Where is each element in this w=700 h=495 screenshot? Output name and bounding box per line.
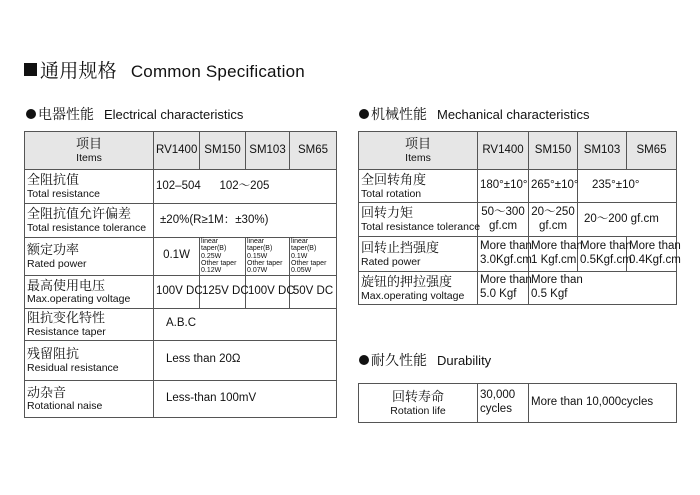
cell: 0.1W <box>154 238 200 276</box>
title-en: Common Specification <box>130 62 305 81</box>
table-row <box>359 237 677 272</box>
cell: 125V DC <box>200 275 246 308</box>
durability-heading <box>359 350 491 370</box>
row-label: 全阻抗值允许偏差 Total resistance tolerance <box>25 204 154 238</box>
col-sm150: SM150 <box>529 132 578 170</box>
table-row <box>359 203 677 237</box>
cell: More than 0.5 Kgf <box>529 272 677 305</box>
cell: 50V DC <box>290 275 337 308</box>
table-row <box>359 272 677 305</box>
square-bullet-icon <box>24 63 37 76</box>
bullet-icon <box>359 109 369 119</box>
durability-heading-en: Durability <box>437 353 492 368</box>
row-label: 动杂音 Rotational naise <box>25 380 154 417</box>
cell: linear taper(B) 0.25W Other taper 0.12W <box>200 238 246 276</box>
cell: 102–504 <box>154 170 200 204</box>
cell: Less-than 100mV <box>154 380 337 417</box>
cell: linear taper(B) 0.15W Other taper 0.07W <box>246 238 290 276</box>
cell: More than 5.0 Kgf <box>478 272 529 305</box>
table-row <box>25 275 337 308</box>
table-row <box>359 170 677 203</box>
cell: More than 0.5Kgf.cm <box>578 237 627 272</box>
cell: 100V DC <box>154 275 200 308</box>
electrical-table <box>24 131 337 418</box>
cell: 30,000 cycles <box>478 384 529 423</box>
table-row <box>25 204 337 238</box>
cell: 265°±10° <box>529 170 578 203</box>
cell: More than 0.4Kgf.cm <box>627 237 677 272</box>
cell: 100V DC <box>246 275 290 308</box>
bullet-icon <box>26 109 36 119</box>
col-rv1400: RV1400 <box>478 132 529 170</box>
title-zh: 通用规格 <box>40 61 117 82</box>
table-row <box>359 132 677 170</box>
electrical-heading-en: Electrical characteristics <box>104 107 244 122</box>
durability-table <box>358 383 677 423</box>
cell: A.B.C <box>154 308 337 340</box>
cell: 102～205 <box>200 170 337 204</box>
row-label: 回转止挡强度 Rated power <box>359 237 478 272</box>
page-title <box>24 56 305 83</box>
table-row <box>25 238 337 276</box>
row-label: 残留阻抗 Residual resistance <box>25 340 154 380</box>
table-row <box>25 308 337 340</box>
row-label: 额定功率 Rated power <box>25 238 154 276</box>
mechanical-heading-zh: 机械性能 <box>371 106 427 122</box>
cell: 180°±10° <box>478 170 529 203</box>
cell: 20～200 gf.cm <box>578 203 677 237</box>
mechanical-heading <box>359 104 589 124</box>
col-sm150: SM150 <box>200 132 246 170</box>
electrical-heading <box>26 104 243 124</box>
items-header: 项目 Items <box>359 132 478 170</box>
mechanical-heading-en: Mechanical characteristics <box>437 107 590 122</box>
row-label: 全回转角度 Total rotation <box>359 170 478 203</box>
table-row <box>359 384 677 423</box>
cell: More than 3.0Kgf.cm <box>478 237 529 272</box>
cell: ±20%(R≥1M：±30%) <box>154 204 337 238</box>
row-label: 全阻抗值 Total resistance <box>25 170 154 204</box>
table-row <box>25 132 337 170</box>
cell: linear taper(B) 0.1W Other taper 0.05W <box>290 238 337 276</box>
durability-heading-zh: 耐久性能 <box>371 352 427 368</box>
cell: 20～250 gf.cm <box>529 203 578 237</box>
row-label: 旋钮的押拉强度 Max.operating voltage <box>359 272 478 305</box>
cell: 235°±10° <box>578 170 677 203</box>
mechanical-table <box>358 131 681 305</box>
col-sm103: SM103 <box>578 132 627 170</box>
col-sm65: SM65 <box>627 132 677 170</box>
cell: More than 1 Kgf.cm <box>529 237 578 272</box>
row-label: 回转力矩 Total resistance tolerance <box>359 203 478 237</box>
cell: Less than 20Ω <box>154 340 337 380</box>
bullet-icon <box>359 355 369 365</box>
row-label: 回转寿命 Rotation life <box>359 384 478 423</box>
row-label: 最高使用电压 Max.operating voltage <box>25 275 154 308</box>
row-label: 阻抗变化特性 Resistance taper <box>25 308 154 340</box>
cell: 50～300 gf.cm <box>478 203 529 237</box>
col-sm65: SM65 <box>290 132 337 170</box>
table-row <box>25 380 337 417</box>
items-header: 项目 Items <box>25 132 154 170</box>
cell: More than 10,000cycles <box>529 384 677 423</box>
col-sm103: SM103 <box>246 132 290 170</box>
electrical-heading-zh: 电器性能 <box>38 106 94 122</box>
table-row <box>25 170 337 204</box>
col-rv1400: RV1400 <box>154 132 200 170</box>
table-row <box>25 340 337 380</box>
